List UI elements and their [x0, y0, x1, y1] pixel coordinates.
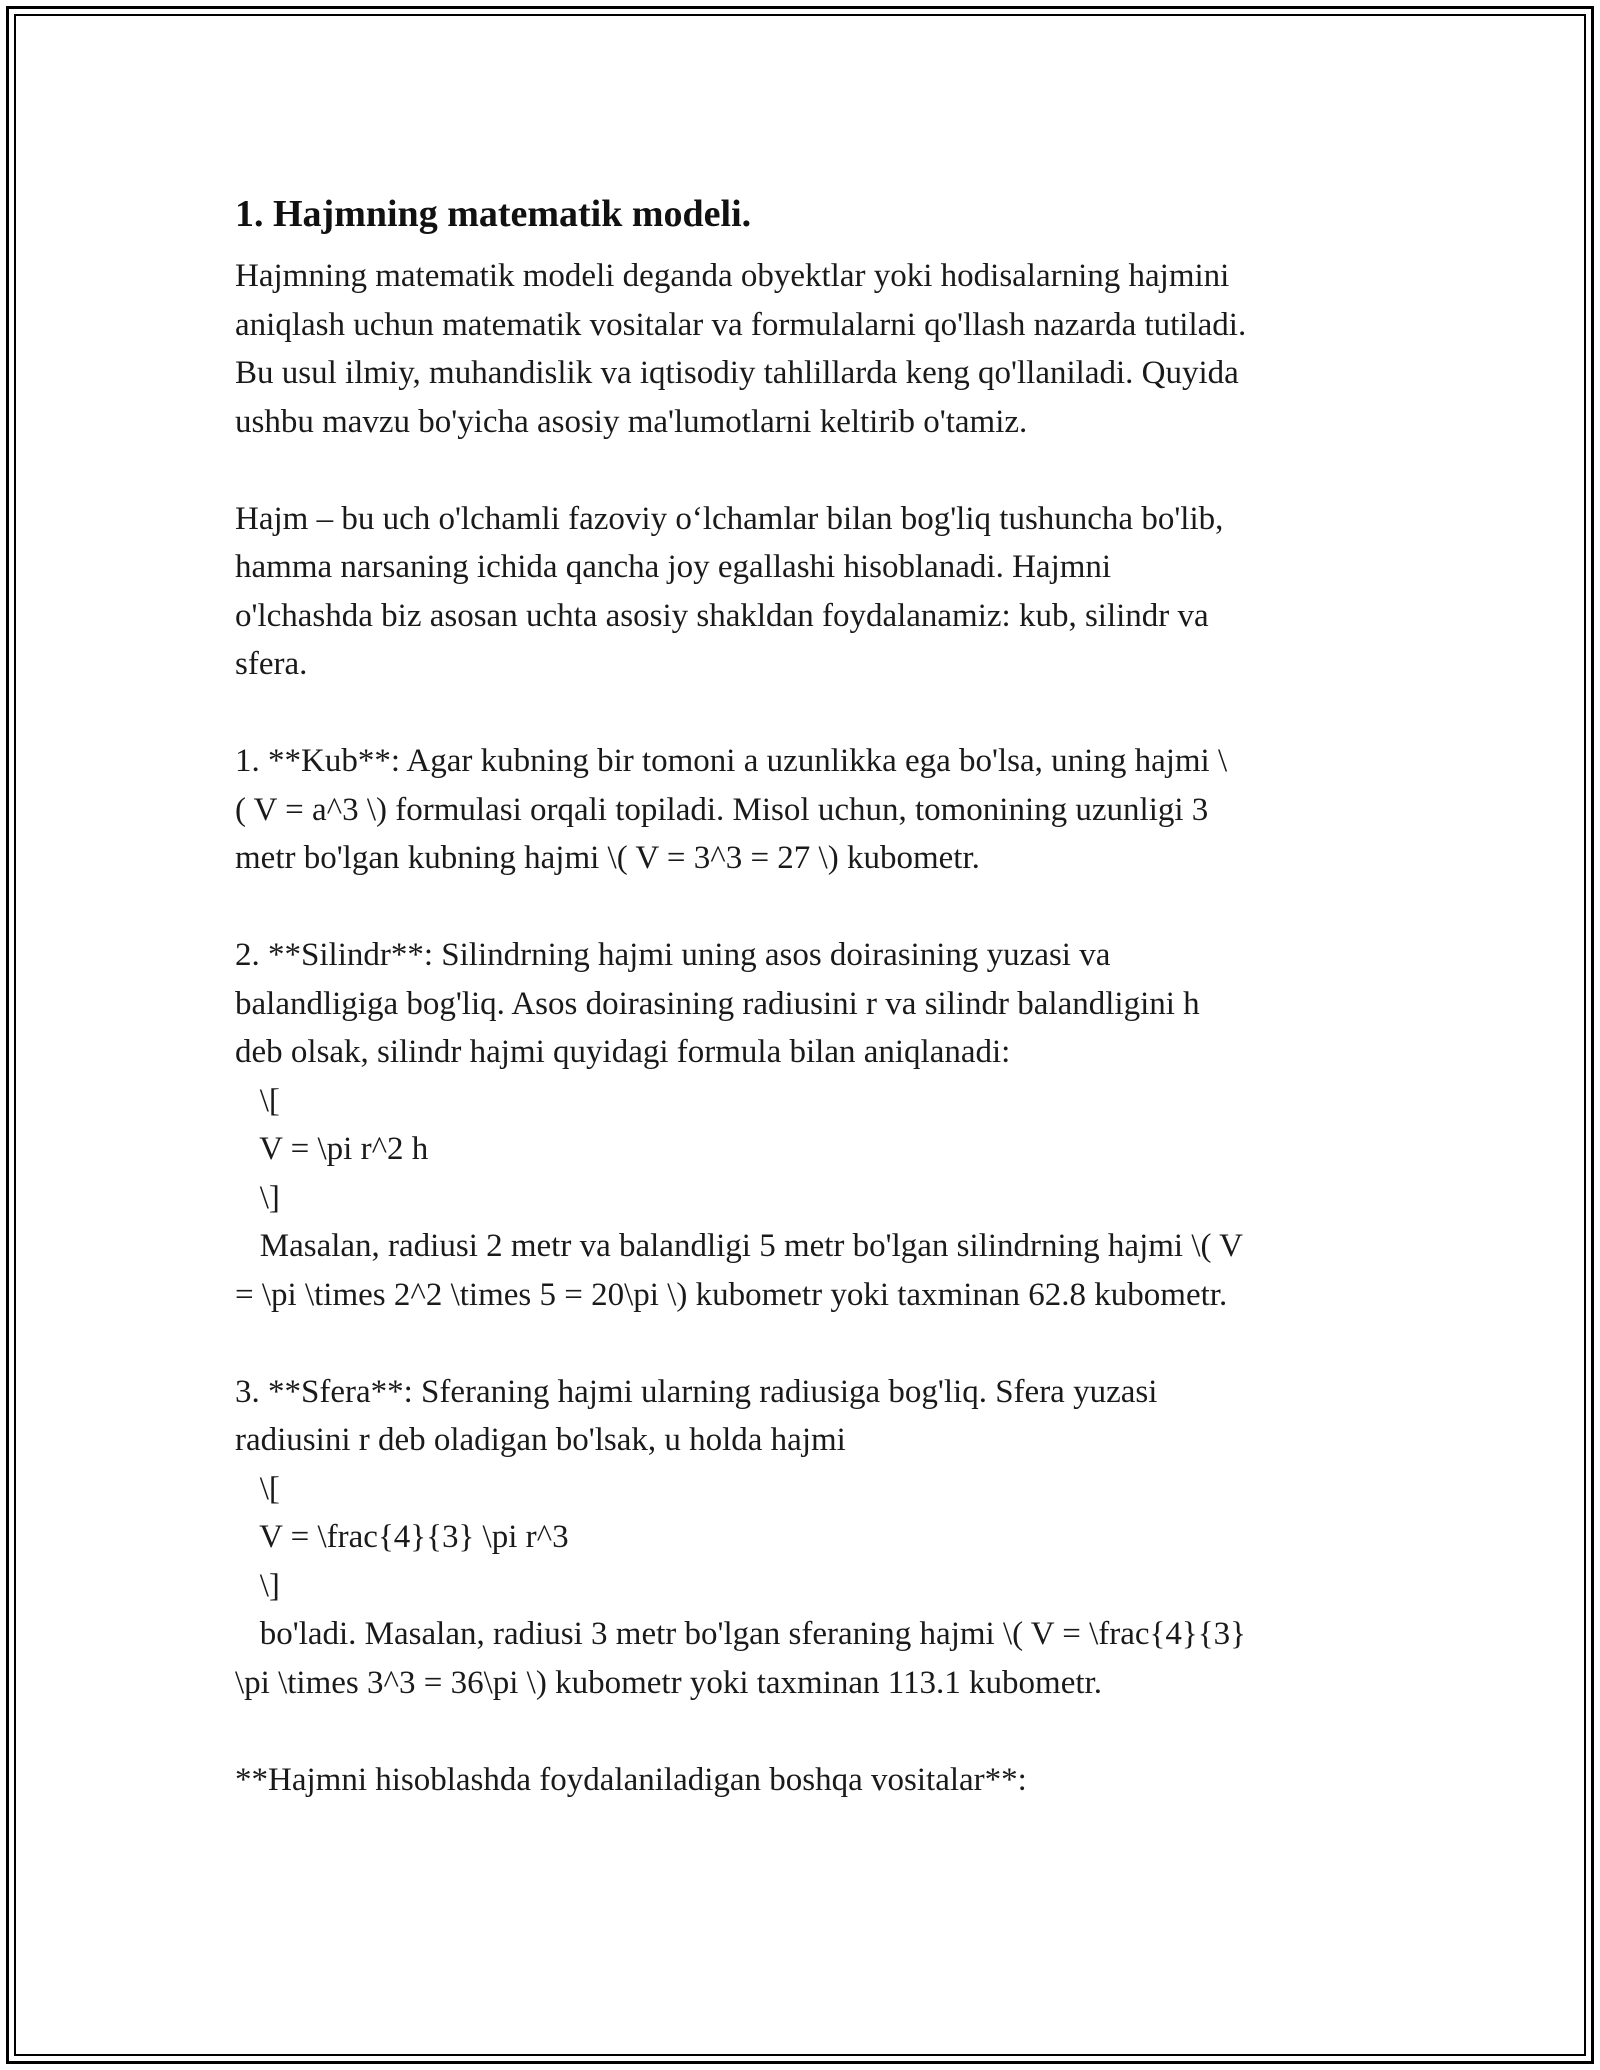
text-line: **Hajmni hisoblashda foydalaniladigan boshqa vositalar**:: [235, 1761, 1027, 1798]
document-body: [235, 180, 1375, 1853]
paragraph-intro: [235, 252, 1375, 446]
text-line: deb olsak, silindr hajmi quyidagi formula bilan aniqlanadi:: [235, 1034, 1011, 1070]
text-line: 1. **Kub**: Agar kubning bir tomoni a uzunlikka ega bo'lsa, uning hajmi \: [235, 743, 1228, 779]
formula-line: V = \frac{4}{3} \pi r^3: [235, 1519, 569, 1555]
text-line: Hajmning matematik modeli deganda obyektlar yoki hodisalarning hajmini: [235, 258, 1230, 294]
paragraph-other-tools: [235, 1756, 1375, 1805]
text-line: metr bo'lgan kubning hajmi \( V = 3^3 = 27 \) kubometr.: [235, 840, 980, 876]
paragraph-cube: [235, 737, 1375, 883]
text-line: Hajm – bu uch o'lchamli fazoviy oʻlchamlar bilan bog'liq tushuncha bo'lib,: [235, 500, 1224, 537]
text-line: Masalan, radiusi 2 metr va balandligi 5 metr bo'lgan silindrning hajmi \( V: [235, 1228, 1243, 1264]
text-line: radiusini r deb oladigan bo'lsak, u holda hajmi: [235, 1422, 846, 1458]
text-line: bo'ladi. Masalan, radiusi 3 metr bo'lgan sferaning hajmi \( V = \frac{4}{3}: [235, 1616, 1246, 1652]
text-line: aniqlash uchun matematik vositalar va formulalarni qo'llash nazarda tutiladi.: [235, 306, 1247, 343]
formula-line: \]: [235, 1567, 280, 1604]
formula-line: \[: [235, 1470, 280, 1507]
text-line: balandligiga bog'liq. Asos doirasining radiusini r va silindr balandligini h: [235, 985, 1200, 1022]
formula-line: V = \pi r^2 h: [235, 1131, 429, 1167]
text-line: sfera.: [235, 646, 308, 682]
text-line: ( V = a^3 \) formulasi orqali topiladi. Misol uchun, tomonining uzunligi 3: [235, 791, 1209, 828]
text-line: ushbu mavzu bo'yicha asosiy ma'lumotlarni keltirib o'tamiz.: [235, 403, 1028, 440]
text-line: = \pi \times 2^2 \times 5 = 20\pi \) kubometr yoki taxminan 62.8 kubometr.: [235, 1276, 1228, 1313]
document-title: 1. Hajmning matematik modeli.: [235, 193, 752, 235]
text-line: \pi \times 3^3 = 36\pi \) kubometr yoki taxminan 113.1 kubometr.: [235, 1664, 1102, 1701]
paragraph-definition: [235, 495, 1375, 689]
text-line: 2. **Silindr**: Silindrning hajmi uning asos doirasining yuzasi va: [235, 937, 1111, 973]
formula-line: \[: [235, 1082, 280, 1119]
text-line: 3. **Sfera**: Sferaning hajmi ularning radiusiga bog'liq. Sfera yuzasi: [235, 1373, 1158, 1410]
paragraph-sphere: [235, 1368, 1375, 1708]
text-line: Bu usul ilmiy, muhandislik va iqtisodiy tahlillarda keng qo'llaniladi. Quyida: [235, 355, 1239, 391]
text-line: hamma narsaning ichida qancha joy egallashi hisoblanadi. Hajmni: [235, 549, 1112, 585]
text-line: o'lchashda biz asosan uchta asosiy shakldan foydalanamiz: kub, silindr va: [235, 597, 1209, 634]
formula-line: \]: [235, 1179, 280, 1216]
paragraph-cylinder: [235, 931, 1375, 1319]
